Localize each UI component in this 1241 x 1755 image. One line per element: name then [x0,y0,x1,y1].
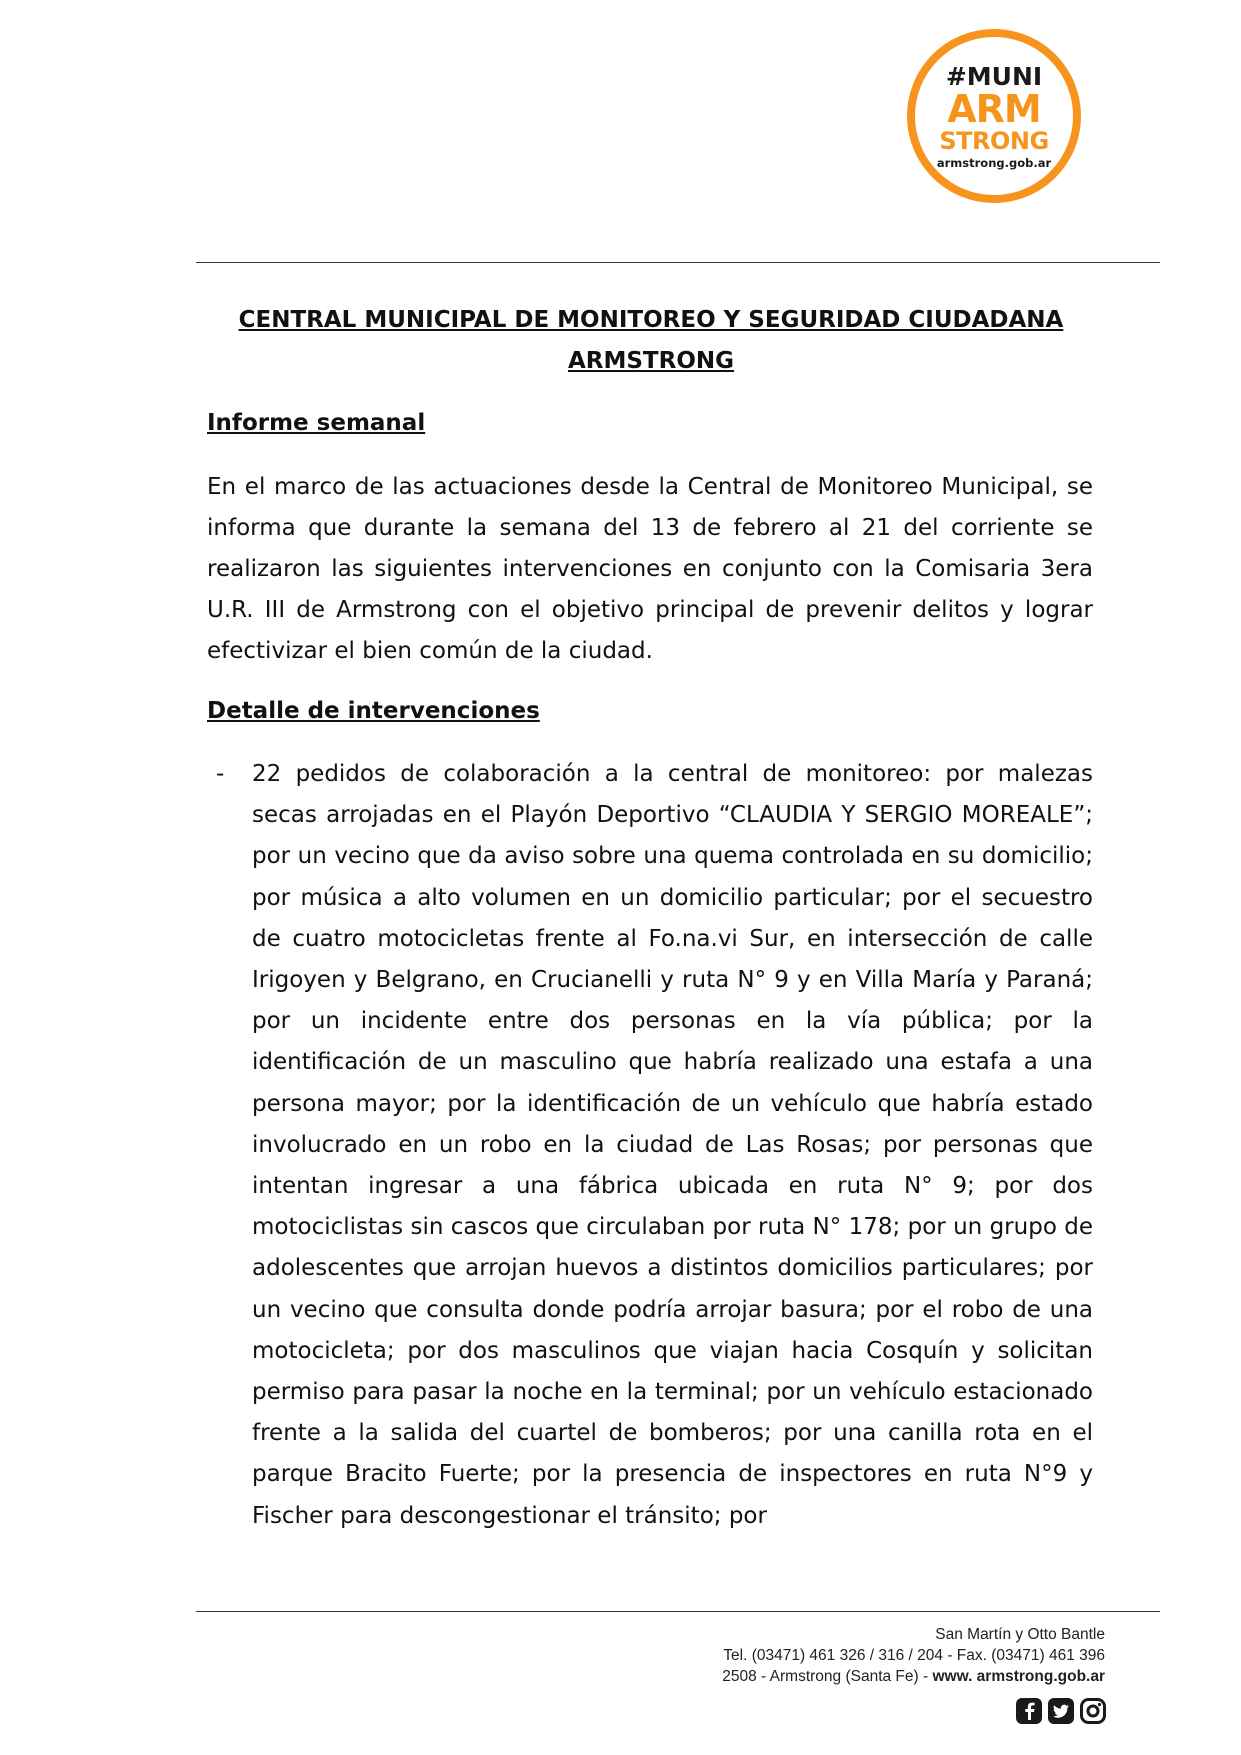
footer-website-link[interactable]: www. armstrong.gob.ar [932,1668,1105,1685]
header-divider [196,262,1160,263]
footer-address: San Martín y Otto Bantle [935,1626,1105,1643]
logo-line-4: armstrong.gob.ar [936,156,1052,170]
list-item: 22 pedidos de colaboración a la central de monitoreo: por malezas secas arrojadas en el Playón Deportivo “CLAUDIA Y SERGIO MOREALE”; por un vecino que da aviso sobre una quema controlada en su domicilio; por música a alto volumen en un domicilio particular; por el secuestro de cuatro motocicletas frente al Fo.na.vi Sur, en intersección de calle Irigoyen y Belgrano, en Crucianelli y ruta N° 9 y en Villa María y Paraná; por un incidente entre dos personas en la vía pública; por la identificación de un masculino que habría realizado una estafa a una persona mayor; por la identificación de un vehículo que habría estado involucrado en un robo en la ciudad de Las Rosas; por personas que intentan ingresar a una fábrica ubicada en ruta N° 9; por dos motociclistas sin cascos que circulaban por ruta N° 178; por un grupo de adolescentes que arrojan huevos a distintos domicilios particulares; por un vecino que consulta donde podría arrojar basura; por el robo de una motocicleta; por dos masculinos que viajan hacia Cosquín y solicitan permiso para pasar la noche en la terminal; por un vehículo estacionado frente a la salida del cuartel de bomberos; por una canilla rota en el parque Bracito Fuerte; por la presencia de inspectores en ruta N°9 y Fischer para descongestionar el tránsito; por [252,761,1093,1529]
footer-city: 2508 - Armstrong (Santa Fe) - [722,1668,933,1685]
heading-detalle-intervenciones: Detalle de intervenciones [207,698,540,724]
footer-phone: Tel. (03471) 461 326 / 316 / 204 - Fax. (03471) 461 396 [723,1647,1105,1664]
footer-city-line [585,1666,1105,1687]
list-marker: - [216,761,225,787]
title-line-2: ARMSTRONG [567,348,735,374]
document-title [196,300,1106,382]
instagram-icon[interactable] [1079,1697,1107,1725]
municipality-logo [907,29,1081,203]
facebook-icon[interactable] [1015,1697,1043,1725]
footer-contact [585,1624,1105,1687]
footer-divider [196,1611,1160,1612]
social-icons [1015,1697,1107,1729]
twitter-icon[interactable] [1047,1697,1075,1725]
intro-paragraph: En el marco de las actuaciones desde la Central de Monitoreo Municipal, se informa que durante la semana del 13 de febrero al 21 del corriente se realizaron las siguientes intervenciones en conjunto con la Comisaria 3era U.R. III de Armstrong con el objetivo principal de prevenir delitos y lograr efectivizar el bien común de la ciudad. [207,474,1093,664]
title-line-1: CENTRAL MUNICIPAL DE MONITOREO Y SEGURIDAD CIUDADANA [238,307,1064,333]
logo-line-3: STRONG [939,127,1049,155]
heading-informe-semanal: Informe semanal [207,410,426,436]
logo-line-1: #MUNI [945,62,1043,91]
logo-line-2: ARM [947,87,1041,131]
